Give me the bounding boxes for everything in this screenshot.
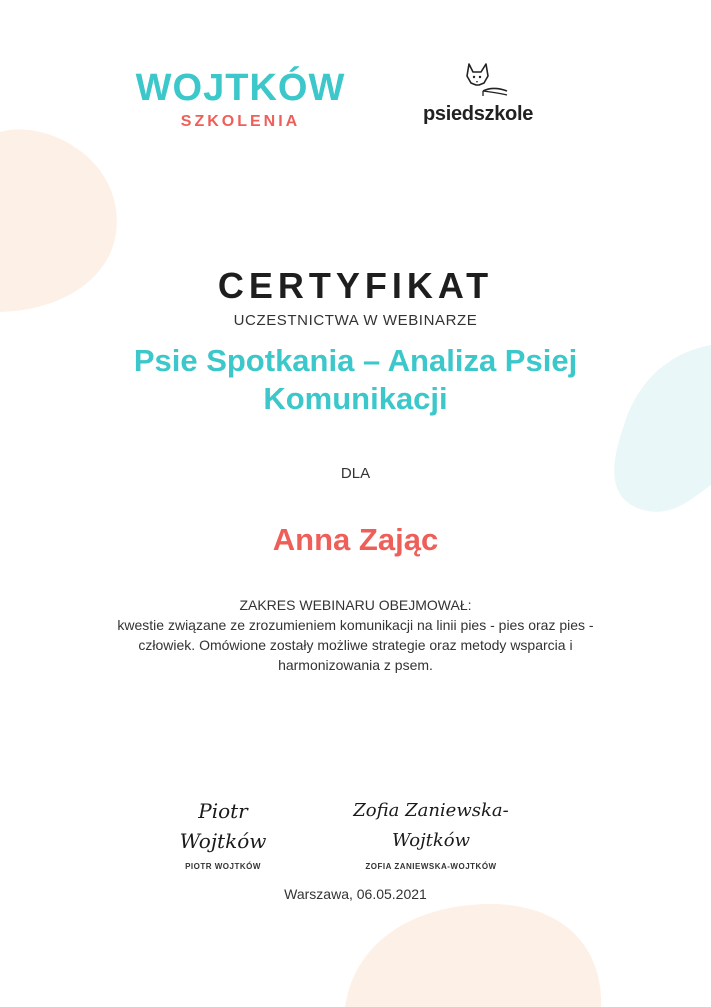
recipient-name: Anna Zając — [272, 522, 439, 557]
signature-piotr — [160, 796, 286, 871]
scope-body — [50, 615, 661, 675]
scope-line-2: człowiek. Omówione zostały możliwe strategie oraz metody wsparcia i — [138, 637, 573, 653]
webinar-title-line-1: Psie Spotkania – Analiza Psiej — [133, 343, 578, 378]
logo-wojtkow-text: WOJTKÓW — [135, 67, 346, 109]
signature-zofia — [316, 796, 546, 871]
scope-heading: ZAKRES WEBINARU OBEJMOWAŁ: — [239, 597, 472, 613]
certificate-subtitle: UCZESTNICTWA W WEBINARZE — [233, 312, 478, 329]
logo-szkolenia-text: SZKOLENIA — [180, 113, 301, 130]
webinar-title — [0, 342, 711, 418]
psiedszkole-logo — [422, 58, 534, 126]
scope-line-3: harmonizowania z psem. — [278, 657, 433, 673]
dog-book-icon — [443, 58, 513, 102]
signature-caption: ZOFIA ZANIEWSKA-WOJTKÓW — [365, 862, 497, 871]
webinar-title-line-2: Komunikacji — [263, 381, 448, 416]
certificate-title: CERTYFIKAT — [217, 265, 494, 306]
wojtkow-szkolenia-logo — [118, 66, 363, 132]
logo-psiedszkole-text: psiedszkole — [422, 103, 534, 125]
signature-script: Zofia Zaniewska-Wojtków — [353, 800, 509, 851]
for-label: DLA — [340, 465, 371, 482]
scope-line-1: kwestie związane ze zrozumieniem komunikacji na linii pies - pies oraz pies - — [117, 617, 594, 633]
place-and-date: Warszawa, 06.05.2021 — [284, 886, 427, 902]
signature-script: Piotr Wojtków — [179, 799, 267, 853]
signature-caption: PIOTR WOJTKÓW — [185, 862, 261, 871]
